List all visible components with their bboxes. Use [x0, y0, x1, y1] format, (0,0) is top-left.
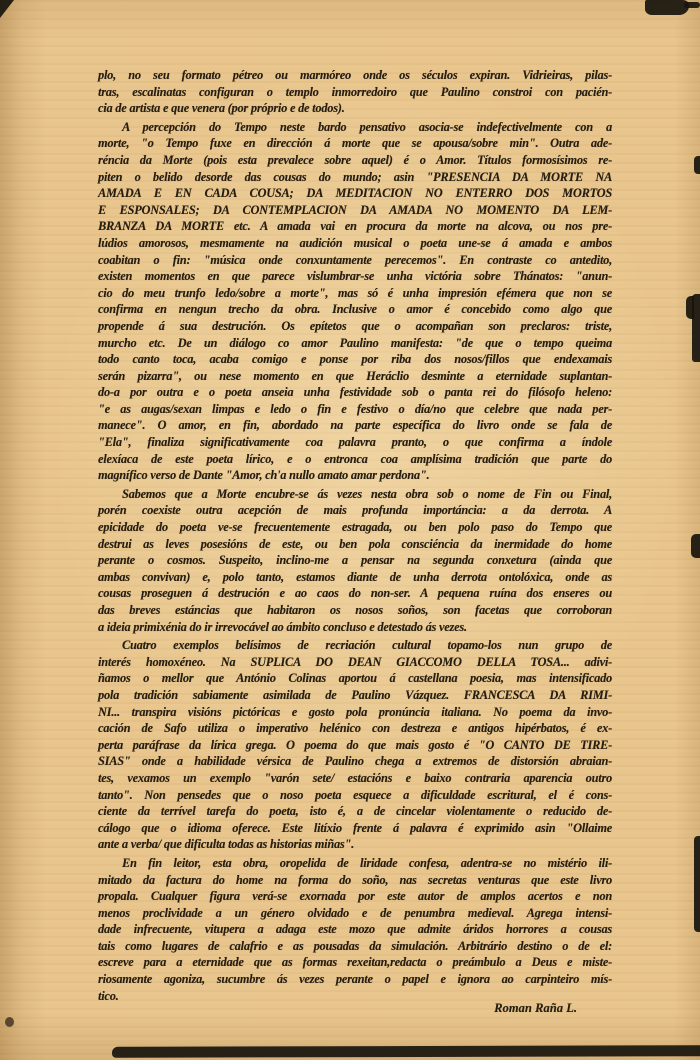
text-line: ñamos o mellor que António Colinas aportou á castellana poesia, mas intensificado [98, 671, 612, 686]
scan-artifact-bottom-bar [112, 1045, 700, 1058]
text-line: cálogo que o idioma oferece. Este litíxio frente á palavra é exprimido asin "Ollaime [98, 820, 612, 835]
text-line: escreve para a eternidade que as formas rexeitan,redacta o preámbulo a Deus e miste- [98, 955, 612, 970]
text-line: En fin leitor, esta obra, oropelida de liridade confesa, adentra-se no mistério ili- [122, 855, 612, 870]
paragraph [98, 637, 612, 853]
scan-artifact-top-left-corner [0, 0, 14, 18]
paragraph [98, 855, 612, 1004]
text-line: E ESPONSALES; DA CONTEMPLACION DA AMADA NO MOMENTO DA LEM- [98, 202, 612, 217]
text-line: confirma en nengun trecho da obra. Inclusive o amor é concebido como algo que [98, 302, 612, 317]
text-line: ante a verba/ que dificulta todas as historias miñas". [98, 837, 354, 852]
text-line: do-a por outra e o poeta anseia unha festividade sob o panta rei do filósofo heleno: [98, 385, 612, 400]
text-line: AMADA E EN CADA COUSA; DA MEDITACION NO ENTERRO DOS MORTOS [98, 186, 612, 201]
text-line: manece". O amor, en fin, abordado na parte específica do livro onde se fala de [98, 418, 612, 433]
text-line: plo, no seu formato pétreo ou marmóreo onde os séculos expiran. Vidrieiras, pilas- [98, 68, 612, 82]
paragraph [98, 119, 612, 484]
text-line: ambas convivan) e, polo tanto, estamos diante de unha derrota ontolóxica, onde as [98, 569, 612, 584]
text-line: das breves estáncias que habitaron os nosos soños, son facetas que corroboran [98, 603, 612, 617]
text-line: tico. [98, 988, 119, 1003]
text-line: destrui as leves posesións de este, ou ben pola consciéncia da inermidade do home [98, 536, 612, 551]
text-line: cación de Safo utiliza o imperativo helénico con destreza e antigos hipérbatos, é ex- [98, 721, 612, 736]
scan-artifact-right-edge-1 [694, 156, 700, 174]
text-line: a ideia primixénia do ir irrevocável ao ámbito concluso e detestado ás vezes. [98, 619, 467, 634]
text-line: coabitan o fin: "música onde conxuntamente perecemos". En contraste co antedito, [98, 252, 612, 267]
text-line: tanto". Non pensedes que o noso poeta esquece a dificuldade escritural, el é cons- [98, 787, 612, 802]
text-line: tais como lugares de calafrio e as pousadas da simulación. Arbitrário destino o de el: [98, 938, 612, 953]
text-line: A percepción do Tempo neste bardo pensativo asocia-se indefectivelmente con a [122, 119, 612, 134]
text-line: ciente da terrível tarefa do poeta, isto é, a de cincelar violentamente o reducido de- [98, 804, 612, 819]
text-line: propala. Cualquer figura verá-se exornada por este autor de amplos acertos e non [98, 889, 612, 904]
text-line: Cuatro exemplos belísimos de recriación cultural topamo-los nun grupo de [122, 638, 612, 653]
text-line: cousas proseguen á destrución e ao caos do non-ser. A pequena ruína dos enseres ou [98, 586, 612, 601]
paragraph [98, 486, 612, 635]
text-line: riosamente agoniza, sucumbre ás vezes perante o papel e ignora ao carpinteiro mís- [98, 972, 612, 987]
text-line: murcho etc. De un diálogo co amor Paulino manifesta: "de que o tempo queima [98, 335, 612, 350]
text-line: perta paráfrase da lírica grega. O poema do que mais gosto é "O CANTO DE TIRE- [98, 737, 612, 752]
text-line: tes, vexamos un exemplo "varón sete/ estacións e baixo contraria aparencia outro [98, 770, 612, 785]
paragraph [98, 67, 612, 117]
text-line: BRANZA DA MORTE etc. A amada vai en procura da morte na alcova, ou nos pre- [98, 219, 612, 234]
text-line: propende á sua destrución. Os epítetos que o acompañan son preclaros: triste, [98, 318, 612, 333]
text-line: lúdios amorosos, mesmamente na audición musical o poeta une-se á amada e ambos [98, 235, 612, 250]
text-block [98, 67, 612, 1004]
text-line: porén coexiste outra acepción de mais profunda importáncia: a da derrota. A [98, 503, 612, 518]
scan-artifact-bottom-left-dot [5, 1017, 14, 1027]
text-line: todo canto toca, acaba comigo e ponse por riba dos nosos/fillos que endexamais [98, 352, 612, 367]
text-line: cio do meu trunfo ledo/sobre a morte", mas só é unha impresión efémera que non se [98, 285, 612, 300]
scan-artifact-right-edge-4 [694, 836, 700, 932]
text-line: mitado da factura do home na forma do soño, nas secretas venturas que este livro [98, 872, 612, 887]
text-line: epicidade do poeta ve-se frecuentemente estragada, ou ben polo paso do Tempo que [98, 520, 612, 535]
text-line: dade infrecuente, vitupera a adaga este mozo que admite áridos horrores a cousas [98, 922, 612, 937]
text-line: interés homoxéneo. Na SUPLICA DO DEAN GIACCOMO DELLA TOSA... adivi- [98, 654, 612, 669]
text-line: magnífico verso de Dante "Amor, ch'a nullo amato amar perdona". [98, 468, 430, 483]
text-line: "e as augas/sexan limpas e ledo o fin e festivo o día/no que celebre que nada per- [98, 401, 612, 416]
text-line: existen momentos en que parece vislumbrar-se unha victória sobre Thánatos: "anun- [98, 269, 612, 284]
text-line: "Ela", finaliza significativamente coa palavra pranto, o que confirma a índole [98, 435, 612, 450]
text-line: SIAS" onde a habilidade vérsica de Paulino chega a extremos de distorsión abraian- [98, 754, 612, 769]
scan-artifact-right-edge-3 [691, 534, 700, 558]
scan-artifact-top-right-blob [645, 0, 689, 15]
text-line: elexíaca de este poeta lírico, e o entronca coa amplísima tradición que parte do [98, 451, 612, 466]
text-line: tras, escalinatas configuran o templo inmorredoiro que Paulino constroi con pacién- [98, 84, 612, 99]
text-line: serán pizarra", ou nese momento en que Heráclio desminte a eternidade suplantan- [98, 368, 612, 383]
text-line: réncia da Morte (pois esta prevalece sobre aquel) é o Amor. Títulos formosísimos re- [98, 152, 612, 167]
text-line: perante o cosmos. Suspeito, inclino-me a pensar na segunda conxetura (ainda que [98, 553, 612, 568]
scan-artifact-top-right-tail [684, 2, 700, 8]
text-line: cia de artista e que venera (por próprio e de todos). [98, 101, 345, 116]
text-line: NI... transpira visións pictóricas e gosto pola pronúncia italiana. No poema da invo- [98, 704, 612, 719]
text-line: pola tradición sabiamente asimilada de Paulino Vázquez. FRANCESCA DA RIMI- [98, 687, 612, 702]
text-line: piten o belido desorde das cousas do mundo; asin "PRESENCIA DA MORTE NA [98, 169, 612, 184]
text-line: morte, "o Tempo fuxe en dirección á morte que se apousa/sobre min". Outra ade- [98, 136, 612, 151]
signature: Roman Raña L. [494, 1001, 577, 1015]
scan-artifact-right-edge-2-notch [686, 296, 694, 319]
text-line: Sabemos que a Morte encubre-se ás vezes nesta obra sob o nome de Fin ou Final, [122, 486, 612, 501]
text-line: menos proclividade a un género olvidado e de penumbra medieval. Agrega intensi- [98, 905, 612, 920]
